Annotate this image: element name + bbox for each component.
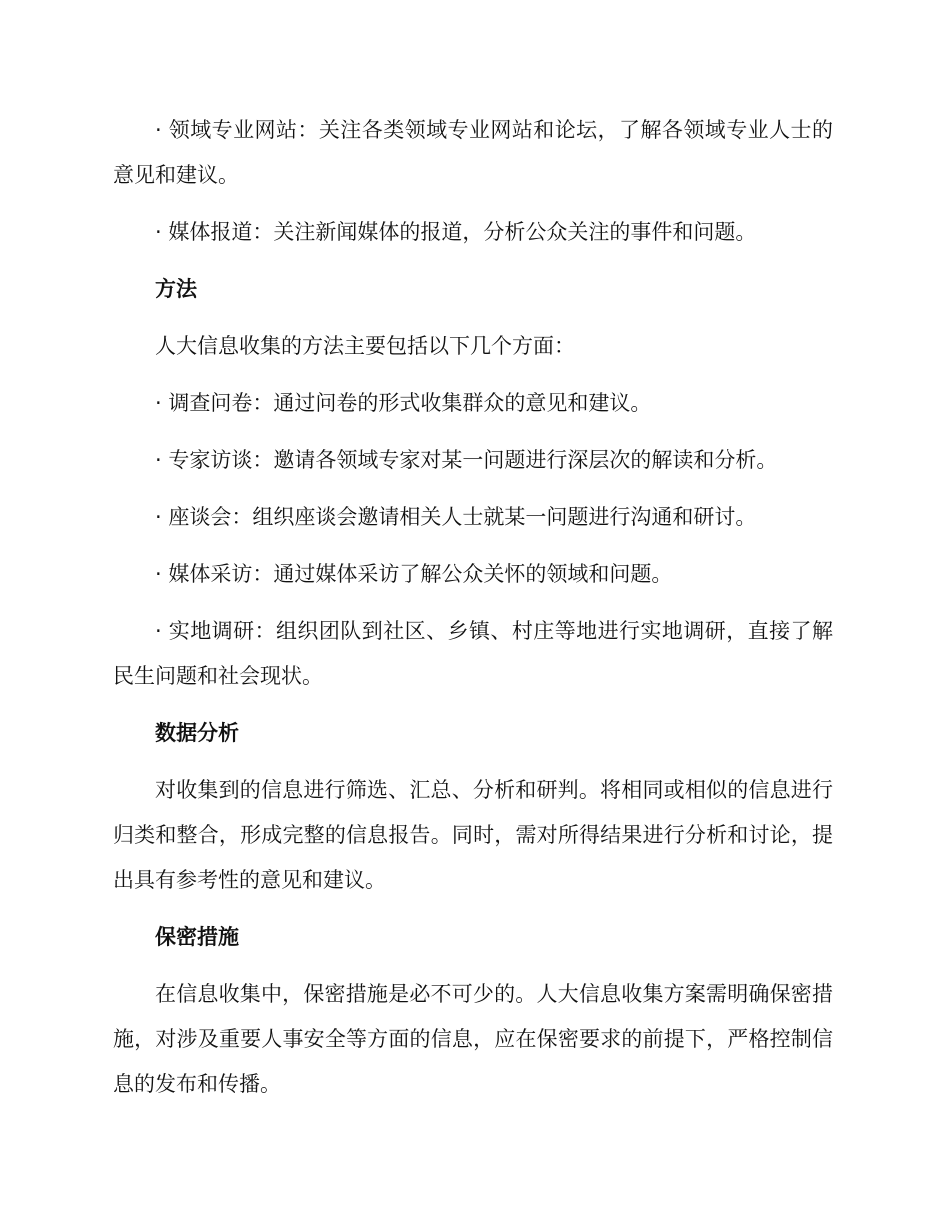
bullet-professional-websites: · 领域专业网站：关注各类领域专业网站和论坛，了解各领域专业人士的意见和建议。 <box>113 118 833 187</box>
data-analysis-body: 对收集到的信息进行筛选、汇总、分析和研判。将相同或相似的信息进行归类和整合，形成完整的信息报告。同时，需对所得结果进行分析和讨论，提出具有参考性的意见和建议。 <box>113 778 833 892</box>
confidentiality-body: 在信息收集中，保密措施是必不可少的。人大信息收集方案需明确保密措施，对涉及重要人事安全等方面的信息，应在保密要求的前提下，严格控制信息的发布和传播。 <box>113 982 833 1096</box>
methods-intro: 人大信息收集的方法主要包括以下几个方面： <box>155 334 575 358</box>
heading-data-analysis: 数据分析 <box>155 721 239 745</box>
bullet-field-research: · 实地调研：组织团队到社区、乡镇、村庄等地进行实地调研，直接了解民生问题和社会现状。 <box>113 619 833 688</box>
heading-methods: 方法 <box>155 277 197 301</box>
bullet-media-interview: · 媒体采访：通过媒体采访了解公众关怀的领域和问题。 <box>155 562 673 586</box>
bullet-symposium: · 座谈会：组织座谈会邀请相关人士就某一问题进行沟通和研讨。 <box>155 505 757 529</box>
heading-confidentiality: 保密措施 <box>155 925 239 949</box>
bullet-media-reports: · 媒体报道：关注新闻媒体的报道，分析公众关注的事件和问题。 <box>155 220 757 244</box>
document-body <box>113 108 833 1119</box>
bullet-questionnaire: · 调查问卷：通过问卷的形式收集群众的意见和建议。 <box>155 391 652 415</box>
bullet-expert-interview: · 专家访谈：邀请各领域专家对某一问题进行深层次的解读和分析。 <box>155 448 778 472</box>
